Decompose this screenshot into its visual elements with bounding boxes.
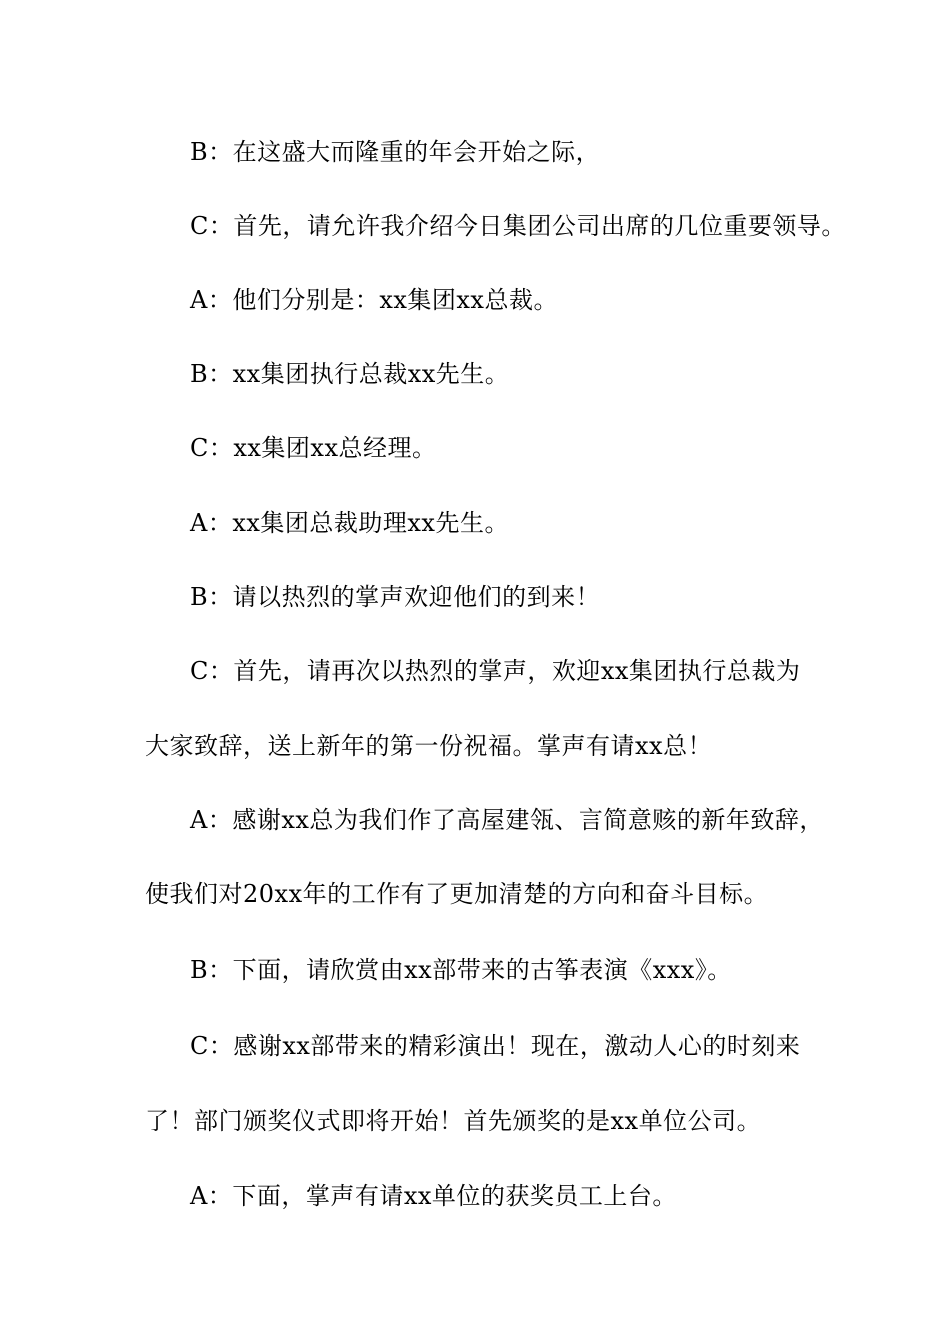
paragraph-line: 使我们对20xx年的工作有了更加清楚的方向和奋斗目标。 [145, 880, 769, 908]
paragraph-line: A：下面，掌声有请xx单位的获奖员工上台。 [190, 1182, 677, 1210]
paragraph-line: B：请以热烈的掌声欢迎他们的到来！ [190, 583, 601, 611]
paragraph-line: A：xx集团总裁助理xx先生。 [190, 509, 509, 537]
paragraph-line: C：首先，请允许我介绍今日集团公司出席的几位重要领导。 [190, 212, 846, 240]
paragraph-line: C：xx集团xx总经理。 [190, 434, 437, 462]
paragraph-line: 大家致辞，送上新年的第一份祝福。掌声有请xx总！ [145, 732, 713, 760]
paragraph-line: B：xx集团执行总裁xx先生。 [190, 360, 510, 388]
paragraph-line: 了！部门颁奖仪式即将开始！首先颁奖的是xx单位公司。 [145, 1107, 762, 1135]
paragraph-line: B：下面，请欣赏由xx部带来的古筝表演《xxx》。 [190, 956, 732, 984]
paragraph-line: A：感谢xx总为我们作了高屋建瓴、言简意赅的新年致辞， [190, 806, 824, 834]
paragraph-line: A：他们分别是：xx集团xx总裁。 [190, 286, 558, 314]
paragraph-line: C：感谢xx部带来的精彩演出！现在，激动人心的时刻来 [190, 1032, 801, 1060]
paragraph-line: B：在这盛大而隆重的年会开始之际， [190, 138, 601, 166]
paragraph-line: C：首先，请再次以热烈的掌声，欢迎xx集团执行总裁为 [190, 657, 801, 685]
